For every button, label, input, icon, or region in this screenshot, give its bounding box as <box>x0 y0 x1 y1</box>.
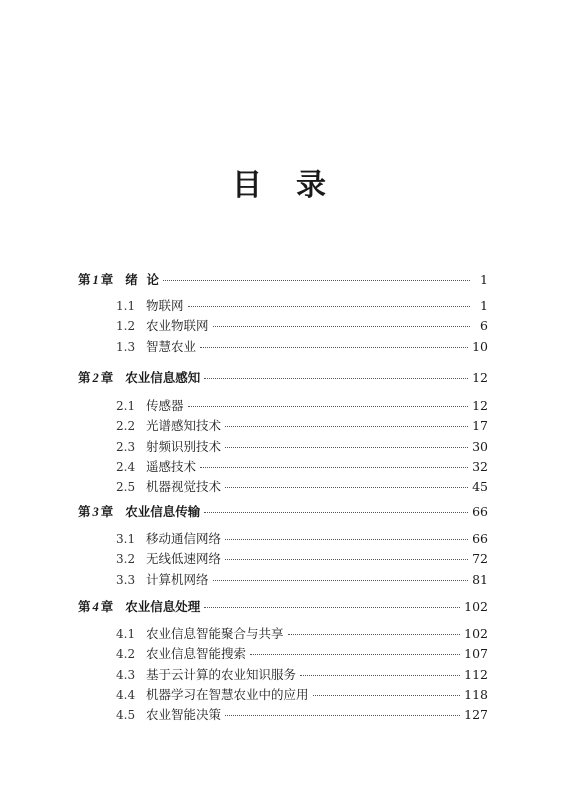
section-number: 2.5 <box>116 480 136 495</box>
chapter-number: 1 <box>92 273 99 287</box>
section-title: 机器视觉技术 <box>146 479 222 495</box>
section-page-number: 81 <box>472 571 488 587</box>
section-page-number: 118 <box>464 686 488 702</box>
section-number: 3.3 <box>116 572 136 587</box>
toc-section-row[interactable] <box>116 706 488 724</box>
section-number: 2.4 <box>116 459 136 474</box>
chapter-number: 3 <box>92 505 99 519</box>
section-title: 光谱感知技术 <box>146 418 222 434</box>
section-title: 机器学习在智慧农业中的应用 <box>146 686 309 702</box>
section-number: 4.2 <box>116 647 136 662</box>
chapter-prefix: 第 <box>78 272 91 287</box>
toc-chapter-row[interactable] <box>78 503 488 521</box>
section-title: 智慧农业 <box>146 338 197 354</box>
dot-leader <box>225 447 468 448</box>
chapter-number: 4 <box>92 600 99 614</box>
chapter-suffix: 章 <box>100 504 114 519</box>
dot-leader <box>225 426 468 427</box>
chapter-title: 农业信息处理 <box>125 599 201 614</box>
toc-section-row[interactable] <box>116 530 488 548</box>
section-page-number: 107 <box>464 646 488 662</box>
toc-section-row[interactable] <box>116 438 488 456</box>
chapter-title: 绪 论 <box>125 272 159 287</box>
section-title: 基于云计算的农业知识服务 <box>146 666 297 682</box>
chapter-page-number: 102 <box>464 599 488 614</box>
section-title: 射频识别技术 <box>146 438 222 454</box>
toc-chapter-row[interactable] <box>78 369 488 387</box>
toc-section-row[interactable] <box>116 625 488 643</box>
section-page-number: 127 <box>464 707 488 723</box>
section-page-number: 10 <box>472 338 488 354</box>
section-number: 2.2 <box>116 419 136 434</box>
section-page-number: 102 <box>464 626 488 641</box>
toc-section-row[interactable] <box>116 645 488 663</box>
dot-leader <box>225 559 468 560</box>
section-page-number: 45 <box>472 479 488 495</box>
section-number: 3.1 <box>116 532 136 546</box>
dot-leader <box>213 580 469 581</box>
toc-section-row[interactable] <box>116 550 488 568</box>
dot-leader <box>188 406 469 407</box>
section-number: 3.2 <box>116 552 136 567</box>
dot-leader <box>204 512 468 513</box>
dot-leader <box>213 326 470 327</box>
page-title-char-2: 录 <box>296 168 330 203</box>
section-page-number: 72 <box>472 551 488 567</box>
chapter-label <box>78 369 113 387</box>
dot-leader <box>163 280 470 281</box>
section-page-number: 66 <box>472 531 488 546</box>
chapter-label <box>78 271 113 289</box>
section-page-number: 30 <box>472 438 488 454</box>
chapter-prefix: 第 <box>78 504 91 519</box>
section-title: 农业智能决策 <box>146 707 222 723</box>
section-page-number: 112 <box>464 666 488 682</box>
toc-section-row[interactable] <box>116 417 488 435</box>
chapter-suffix: 章 <box>100 370 114 385</box>
section-page-number: 17 <box>472 418 488 434</box>
toc-section-row[interactable] <box>116 478 488 496</box>
section-title: 无线低速网络 <box>146 551 222 567</box>
toc-section-row[interactable] <box>116 297 488 315</box>
toc-section-row[interactable] <box>116 666 488 684</box>
chapter-number: 2 <box>92 371 99 385</box>
dot-leader <box>225 487 468 488</box>
dot-leader <box>204 378 468 379</box>
chapter-page-number: 66 <box>472 504 488 519</box>
section-title: 计算机网络 <box>146 571 209 587</box>
chapter-label <box>78 598 113 616</box>
chapter-prefix: 第 <box>78 370 91 385</box>
section-title: 农业物联网 <box>146 318 209 334</box>
toc-chapter-row[interactable] <box>78 598 488 616</box>
toc-section-row[interactable] <box>116 571 488 589</box>
section-page-number: 6 <box>480 318 488 334</box>
dot-leader <box>288 634 461 635</box>
section-page-number: 12 <box>472 398 488 413</box>
dot-leader <box>200 347 468 348</box>
section-number: 4.4 <box>116 687 136 702</box>
chapter-label <box>78 503 113 521</box>
toc-section-row[interactable] <box>116 397 488 415</box>
chapter-suffix: 章 <box>100 272 114 287</box>
dot-leader <box>300 675 460 676</box>
section-number: 4.3 <box>116 667 136 682</box>
section-title: 遥感技术 <box>146 458 197 474</box>
dot-leader <box>313 695 461 696</box>
chapter-page-number: 12 <box>472 370 488 385</box>
dot-leader <box>200 467 468 468</box>
chapter-page-number: 1 <box>480 272 488 287</box>
toc-section-row[interactable] <box>116 338 488 356</box>
dot-leader <box>250 654 460 655</box>
section-title: 农业信息智能聚合与共享 <box>146 626 284 641</box>
section-number: 1.1 <box>116 299 136 313</box>
chapter-title: 农业信息感知 <box>125 370 201 385</box>
section-page-number: 1 <box>480 298 488 313</box>
section-number: 1.3 <box>116 339 136 354</box>
dot-leader <box>204 607 460 608</box>
section-title: 农业信息智能搜索 <box>146 646 247 662</box>
dot-leader <box>225 715 460 716</box>
section-title: 移动通信网络 <box>146 531 222 546</box>
chapter-suffix: 章 <box>100 599 114 614</box>
toc-chapter-row[interactable] <box>78 271 488 289</box>
section-number: 1.2 <box>116 319 136 334</box>
chapter-prefix: 第 <box>78 599 91 614</box>
section-title: 物联网 <box>146 298 184 313</box>
page-title-char-1: 目 <box>232 168 266 203</box>
toc-section-row[interactable] <box>116 317 488 335</box>
section-page-number: 32 <box>472 458 488 474</box>
section-number: 4.5 <box>116 708 136 723</box>
toc-section-row[interactable] <box>116 458 488 476</box>
section-title: 传感器 <box>146 398 184 413</box>
section-number: 4.1 <box>116 627 136 641</box>
dot-leader <box>225 539 468 540</box>
section-number: 2.3 <box>116 439 136 454</box>
section-number: 2.1 <box>116 399 136 413</box>
chapter-title: 农业信息传输 <box>125 504 201 519</box>
toc-section-row[interactable] <box>116 686 488 704</box>
dot-leader <box>188 306 470 307</box>
